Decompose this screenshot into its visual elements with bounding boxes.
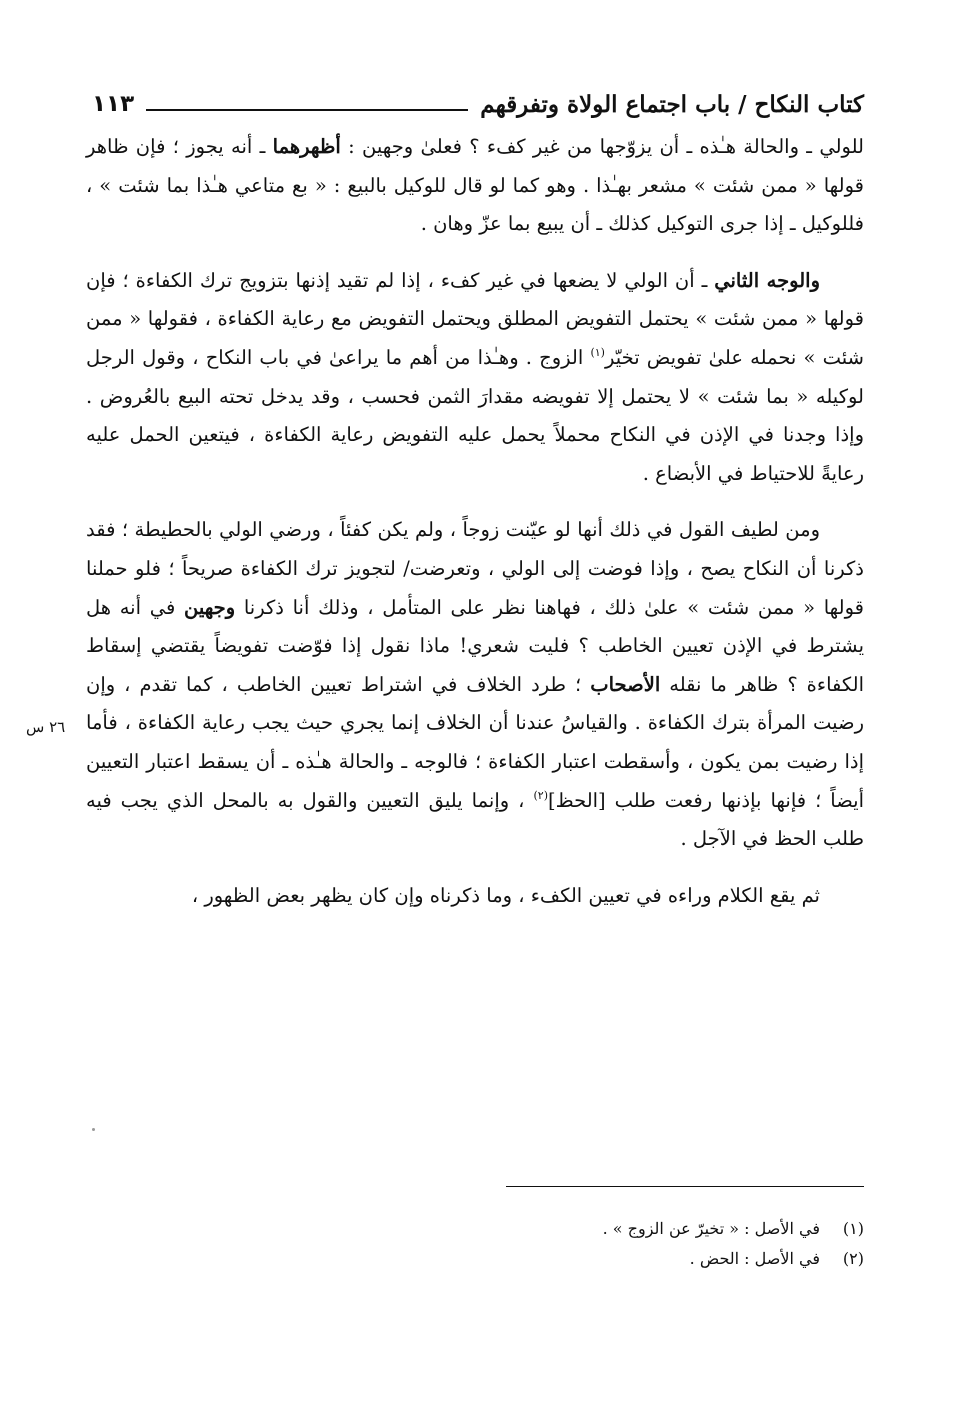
header-rule — [146, 109, 468, 111]
footnote-ref-1[interactable]: (١) — [590, 345, 605, 359]
bold-term: الأصحاب — [590, 672, 661, 696]
paragraph-3 — [86, 511, 864, 858]
footnote-ref-2[interactable]: (٢) — [533, 788, 548, 802]
text-run: الزوج . وهـٰذا من أهم ما يراعىٰ في باب النكاح ، وقول الرجل لوكيله « بما شئت » لا يحتمل إلا تفويضه مقدارَ الثمن فحسب ، وقد يدخل تحته البيع بالعُروض . وإذا وجدنا في الإذن في النكاح محملاً يحمل عليه التفويض رعاية الكفاءة ، فيتعين الحمل عليه رعايةً للاحتياط في الأبضاع . — [86, 345, 864, 485]
footnote-number: (١) — [842, 1219, 864, 1238]
footnote-2 — [400, 1244, 864, 1274]
text-run: ، وإنما يليق التعيين والقول به بالمحل الذي يجب فيه طلب الحظ في الآجل . — [86, 788, 864, 851]
paragraph-1 — [86, 128, 864, 244]
running-header — [92, 86, 864, 122]
text-run: ـ أنه يجوز ؛ فإن ظاهر قولها « ممن شئت » مشعر بهـٰذا . وهو كما لو قال للوكيل بالبيع : « بع متاعي هـٰذا بما شئت » ، فللوكيل ـ إذا جرى التوكيل كذلك ـ أن يبيع بما عزّ وهان . — [86, 135, 864, 236]
footnotes — [400, 1214, 864, 1274]
scan-speck — [92, 1128, 95, 1131]
text-run: في أنه هل يشترط في الإذن تعيين الخاطب ؟ فليت شعري! ماذا نقول إذا فوّضت تفويضاً يقتضي إسقاط الكفاءة ؟ ظاهر ما نقله — [86, 595, 864, 696]
text-run: ـ أن الولي لا يضعها في غير كفء ، إذا لم تقيد إذنها بتزويج ترك الكفاءة ؛ فإن قولها « ممن شئت » يحتمل التفويض المطلق ويحتمل التفويض مع رعاية الكفاءة ، فقولها « ممن شئت » نحمله علىٰ تفويض تخيّر — [86, 268, 864, 369]
text-run: ؛ طرد الخلاف في اشتراط تعيين الخاطب ، كما تقدم ، وإن رضيت المرأة بترك الكفاءة . والقياسُ عندنا أن الخلاف إنما يجري حيث يجب رعاية الكفاءة ، فأما إذا رضيت بمن يكون ، وأسقطت اعتبار الكفاءة ؛ فالوجه ـ والحالة هـٰذه ـ أن يسقط اعتبار التعيين أيضاً ؛ فإنها بإذنها رفعت طلب [الحظ] — [86, 672, 865, 812]
footnote-text: في الأصل : « تخيرّ عن الزوج » . — [602, 1219, 820, 1238]
footnote-1 — [400, 1214, 864, 1244]
bold-term: والوجه الثاني — [714, 268, 821, 292]
bold-term: أظهرهما — [272, 135, 341, 158]
footnote-separator — [506, 1186, 864, 1187]
bold-term: وجهين — [183, 595, 236, 619]
text-run: ثم يقع الكلام وراءه في تعيين الكفء ، وما ذكرناه وإن كان يظهر بعض الظهور ، — [191, 883, 820, 907]
main-text — [86, 128, 864, 915]
footnote-number: (٢) — [842, 1249, 864, 1268]
footnote-text: في الأصل : الحض . — [689, 1249, 820, 1268]
manuscript-folio-note: ٢٦ س — [26, 718, 66, 736]
paragraph-4 — [86, 877, 864, 916]
text-run: للولي ـ والحالة هـٰذه ـ أن يزوّجها من غير كفء ؟ فعلىٰ وجهين : — [340, 135, 864, 158]
paragraph-2 — [86, 262, 864, 494]
chapter-title: كتاب النكاح / باب اجتماع الولاة وتفرقهم — [480, 90, 864, 118]
text-run: ومن لطيف القول في ذلك أنها لو عيّنت زوجاً ، ولم يكن كفئاً ، ورضي الولي بالحطيطة ؛ فقد ذكرنا أن النكاح يصح ، وإذا فوضت إلى الولي ، وتعرضت/ لتجويز ترك الكفاءة صريحاً ؛ فلو حملنا قولها « ممن شئت » علىٰ ذلك ، فهاهنا نظر على المتأمل ، وذلك أنا ذكرنا — [86, 518, 864, 619]
page-number: ١١٣ — [92, 91, 135, 117]
